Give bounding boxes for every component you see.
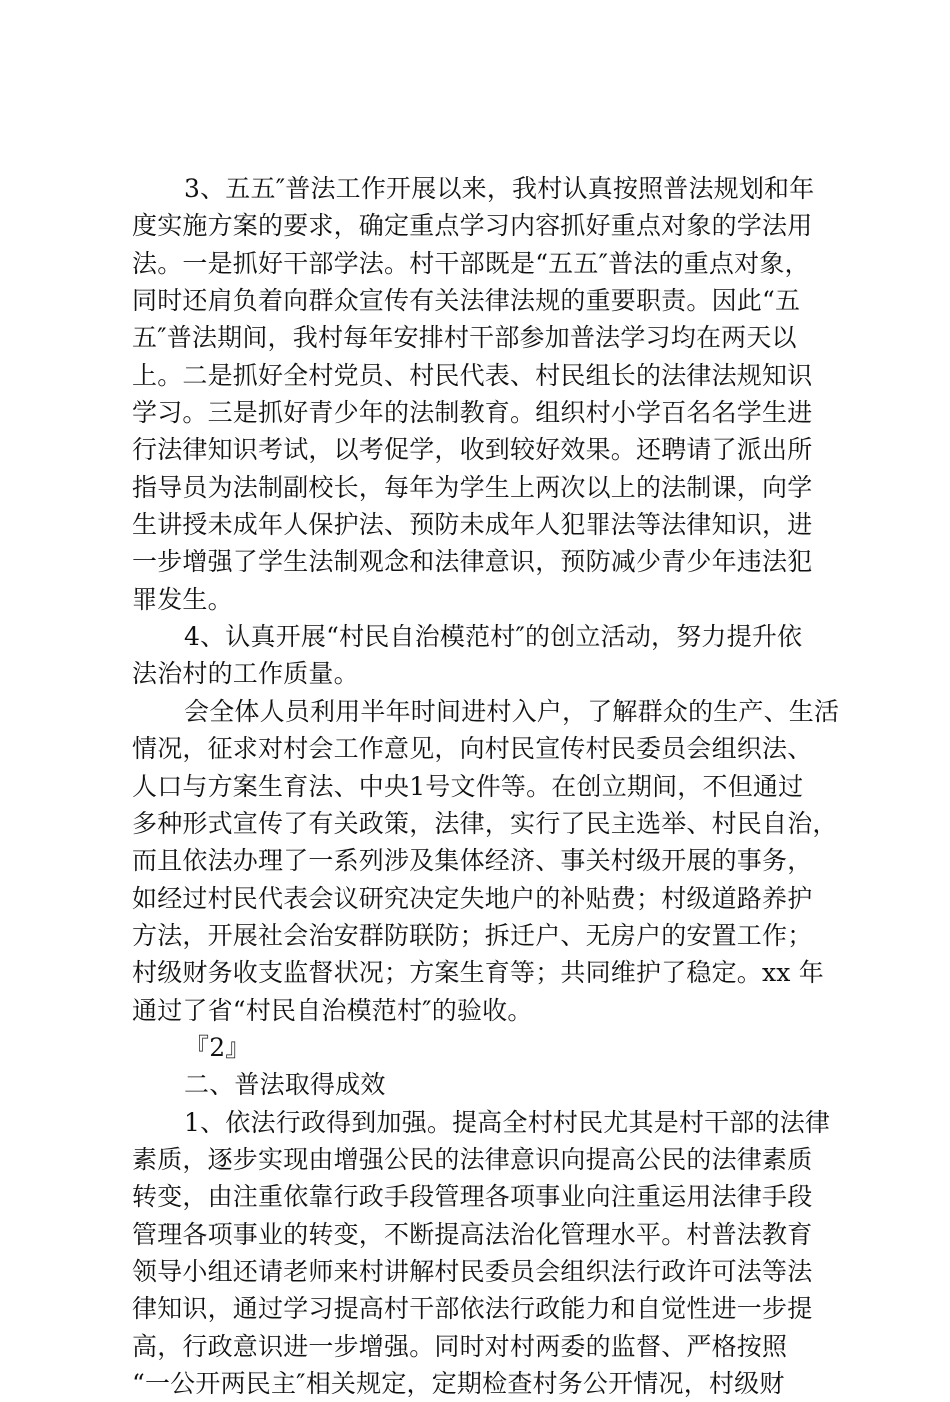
text-line: 人口与方案生育法、中央1号文件等。在创立期间，不但通过 — [132, 771, 804, 801]
text-line: 村级财务收支监督状况；方案生育等；共同维护了稳定。xx 年 — [132, 958, 824, 988]
text-line: 罪发生。 — [132, 584, 233, 614]
text-line: “一公开两民主″相关规定，定期检查村务公开情况，村级财 — [132, 1369, 785, 1398]
text-line: 律知识，通过学习提高村干部依法行政能力和自觉性进一步提 — [132, 1294, 813, 1324]
text-line: 一步增强了学生法制观念和法律意识，预防减少青少年违法犯 — [132, 547, 813, 577]
text-line: 上。二是抓好全村党员、村民代表、村民组长的法律法规知识 — [132, 360, 813, 390]
text-line: 如经过村民代表会议研究决定失地户的补贴费；村级道路养护 — [132, 883, 813, 913]
text-line: 度实施方案的要求，确定重点学习内容抓好重点对象的学法用 — [132, 211, 813, 241]
text-line: 领导小组还请老师来村讲解村民委员会组织法行政许可法等法 — [132, 1256, 813, 1286]
body-text — [132, 170, 840, 1402]
text-line: 法。一是抓好干部学法。村干部既是“五五″普法的重点对象， — [132, 248, 810, 278]
text-line: 管理各项事业的转变，不断提高法治化管理水平。村普法教育 — [132, 1219, 813, 1249]
text-line: 转变，由注重依靠行政手段管理各项事业向注重运用法律手段 — [132, 1182, 813, 1212]
text-line: 1、依法行政得到加强。提高全村村民尤其是村干部的法律 — [184, 1107, 831, 1137]
text-line: 3、五五″普法工作开展以来，我村认真按照普法规划和年 — [184, 174, 815, 203]
text-line: 行法律知识考试，以考促学，收到较好效果。还聘请了派出所 — [132, 435, 813, 465]
text-line: 会全体人员利用半年时间进村入户，了解群众的生产、生活 — [184, 696, 840, 726]
text-line: 高，行政意识进一步增强。同时对村两委的监督、严格按照 — [132, 1331, 788, 1361]
text-line: 方法，开展社会治安群防联防；拆迁户、无房户的安置工作； — [132, 920, 813, 950]
text-line: 同时还肩负着向群众宣传有关法律法规的重要职责。因此“五 — [132, 286, 801, 316]
text-line: 学习。三是抓好青少年的法制教育。组织村小学百名名学生进 — [132, 398, 813, 428]
text-line: 五″普法期间，我村每年安排村干部参加普法学习均在两天以 — [132, 323, 797, 353]
text-line: 情况，征求对村会工作意见，向村民宣传村民委员会组织法、 — [132, 734, 813, 764]
text-line: 指导员为法制副校长，每年为学生上两次以上的法制课，向学 — [132, 472, 813, 502]
text-line: 『2』 — [184, 1032, 251, 1062]
text-line: 素质，逐步实现由增强公民的法律意识向提高公民的法律素质 — [132, 1144, 813, 1174]
text-line: 而且依法办理了一系列涉及集体经济、事关村级开展的事务， — [132, 846, 813, 876]
text-line: 二、普法取得成效 — [184, 1070, 386, 1100]
text-line: 法治村的工作质量。 — [132, 659, 359, 689]
text-line: 多种形式宣传了有关政策，法律，实行了民主选举、村民自治， — [132, 808, 838, 838]
text-line: 生讲授未成年人保护法、预防未成年人犯罪法等法律知识，进 — [132, 510, 813, 540]
text-line: 通过了省“村民自治模范村″的验收。 — [132, 995, 533, 1025]
text-line: 4、认真开展“村民自治模范村″的创立活动，努力提升依 — [184, 622, 803, 652]
